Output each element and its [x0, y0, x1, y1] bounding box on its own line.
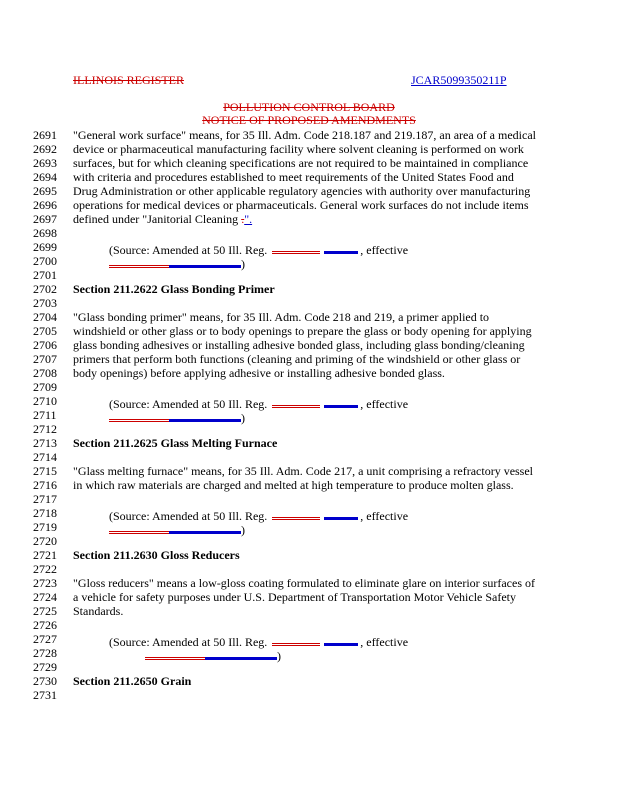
line-2726: [0, 618, 618, 632]
line-2694: [0, 170, 618, 184]
line-number: 2694: [33, 170, 57, 184]
line-2716: [0, 478, 618, 492]
line-2717: [0, 492, 618, 506]
line-number: 2727: [33, 632, 57, 646]
line-2709: [0, 380, 618, 394]
line-2719: [0, 520, 618, 537]
line-2711: [0, 408, 618, 425]
volume-blank: [272, 506, 320, 520]
line-2691: [0, 128, 618, 142]
date-blank: [169, 408, 241, 422]
source-effective: , effective: [360, 635, 409, 649]
line-text: Drug Administration or other applicable regulatory agencies with authority over manufacturing: [73, 184, 531, 198]
line-2699: [0, 240, 618, 257]
line-text: windshield or other glass or to body openings to prepare the glass or body opening for applying: [73, 324, 532, 338]
line-number: 2709: [33, 380, 57, 394]
line-2731: [0, 688, 618, 702]
line-number: 2715: [33, 464, 57, 478]
line-2706: [0, 338, 618, 352]
line-number: 2728: [33, 646, 57, 660]
line-text: surfaces, but for which cleaning specifications are not required to be maintained in compliance: [73, 156, 529, 170]
section-heading: Section 211.2625 Glass Melting Furnace: [73, 436, 278, 450]
line-number: 2718: [33, 506, 57, 520]
line-number: 2716: [33, 478, 57, 492]
date-blank-deleted: [145, 646, 205, 660]
line-2696: [0, 198, 618, 212]
line-2707: [0, 352, 618, 366]
source-text: (Source: Amended at 50 Ill. Reg.: [109, 243, 271, 257]
line-2720: [0, 534, 618, 548]
line-2698: [0, 226, 618, 240]
line-number: 2723: [33, 576, 57, 590]
line-number: 2710: [33, 394, 57, 408]
line-number: 2711: [33, 408, 57, 422]
line-number: 2730: [33, 674, 57, 688]
source-close: ): [241, 523, 245, 537]
line-number: 2729: [33, 660, 57, 674]
line-number: 2720: [33, 534, 57, 548]
inserted-text: ".: [244, 212, 253, 226]
line-text: with criteria and procedures established to meet requirements of the United States Food and: [73, 170, 514, 184]
line-2727: [0, 632, 618, 649]
line-2697: [0, 212, 618, 226]
line-number: 2722: [33, 562, 57, 576]
line-2729: [0, 660, 618, 674]
line-number: 2721: [33, 548, 57, 562]
line-2723: [0, 576, 618, 590]
volume-blank: [272, 632, 320, 646]
line-text-main: defined under "Janitorial Cleaning: [73, 212, 242, 226]
page-blank: [324, 240, 358, 254]
line-number: 2731: [33, 688, 57, 702]
line-number: 2699: [33, 240, 57, 254]
page-blank: [324, 394, 358, 408]
line-text: "Glass bonding primer" means, for 35 Ill. Adm. Code 218 and 219, a primer applied to: [73, 310, 490, 324]
line-2692: [0, 142, 618, 156]
line-number: 2698: [33, 226, 57, 240]
line-number: 2701: [33, 268, 57, 282]
line-number: 2692: [33, 142, 57, 156]
line-2725: [0, 604, 618, 618]
date-blank: [205, 646, 277, 660]
line-number: 2691: [33, 128, 57, 142]
line-number: 2712: [33, 422, 57, 436]
line-number: 2696: [33, 198, 57, 212]
line-number: 2713: [33, 436, 57, 450]
volume-blank: [272, 240, 320, 254]
line-text: device or pharmaceutical manufacturing facility where solvent cleaning is performed on work: [73, 142, 524, 156]
line-2695: [0, 184, 618, 198]
line-number: 2725: [33, 604, 57, 618]
line-2700: [0, 254, 618, 271]
source-text: (Source: Amended at 50 Ill. Reg.: [109, 635, 271, 649]
line-2704: [0, 310, 618, 324]
line-number: 2719: [33, 520, 57, 534]
line-number: 2700: [33, 254, 57, 268]
line-2724: [0, 590, 618, 604]
line-2728: [0, 646, 618, 663]
source-text: (Source: Amended at 50 Ill. Reg.: [109, 509, 271, 523]
line-text: primers that perform both functions (cleaning and priming of the windshield or other glass or: [73, 352, 521, 366]
volume-blank: [272, 394, 320, 408]
section-heading: Section 211.2622 Glass Bonding Primer: [73, 282, 275, 296]
page-blank: [324, 506, 358, 520]
line-text: in which raw materials are charged and melted at high temperature to produce molten glass.: [73, 478, 514, 492]
section-heading: Section 211.2650 Grain: [73, 674, 192, 688]
line-text: body openings) before applying adhesive or installing adhesive bonded glass.: [73, 366, 445, 380]
line-number: 2717: [33, 492, 57, 506]
line-text: glass bonding adhesives or installing adhesive bonded glass, including glass bonding/cleaning: [73, 338, 525, 352]
line-number: 2708: [33, 366, 57, 380]
line-2715: [0, 464, 618, 478]
notice-title: NOTICE OF PROPOSED AMENDMENTS: [202, 113, 416, 127]
line-2702: [0, 282, 618, 296]
source-text: (Source: Amended at 50 Ill. Reg.: [109, 397, 271, 411]
line-text: "Gloss reducers" means a low-gloss coating formulated to eliminate glare on interior surfaces of: [73, 576, 535, 590]
line-text: Standards.: [73, 604, 124, 618]
line-number: 2726: [33, 618, 57, 632]
line-number: 2714: [33, 450, 57, 464]
line-number: 2693: [33, 156, 57, 170]
line-2718: [0, 506, 618, 523]
source-effective: , effective: [360, 243, 409, 257]
line-2705: [0, 324, 618, 338]
line-2693: [0, 156, 618, 170]
jcar-code: JCAR5099350211P: [411, 73, 507, 87]
line-text: operations for medical devices or pharmaceuticals. General work surfaces do not include items: [73, 198, 529, 212]
date-blank-deleted: [109, 254, 169, 268]
register-header: ILLINOIS REGISTER: [73, 73, 184, 87]
line-2710: [0, 394, 618, 411]
line-number: 2707: [33, 352, 57, 366]
deleted-text: .: [241, 212, 245, 226]
line-2708: [0, 366, 618, 380]
line-text: "General work surface" means, for 35 Ill. Adm. Code 218.187 and 219.187, an area of a medical: [73, 128, 536, 142]
line-number: 2706: [33, 338, 57, 352]
line-number: 2697: [33, 212, 57, 226]
line-2712: [0, 422, 618, 436]
source-close: ): [241, 411, 245, 425]
line-text: [73, 212, 252, 226]
line-2713: [0, 436, 618, 450]
line-2721: [0, 548, 618, 562]
line-number: 2704: [33, 310, 57, 324]
page-blank: [324, 632, 358, 646]
source-effective: , effective: [360, 397, 409, 411]
line-2722: [0, 562, 618, 576]
source-close: ): [277, 649, 281, 663]
line-2714: [0, 450, 618, 464]
source-close: ): [241, 257, 245, 271]
line-number: 2703: [33, 296, 57, 310]
source-effective: , effective: [360, 509, 409, 523]
date-blank-deleted: [109, 408, 169, 422]
line-2703: [0, 296, 618, 310]
line-number: 2705: [33, 324, 57, 338]
line-2701: [0, 268, 618, 282]
section-heading: Section 211.2630 Gloss Reducers: [73, 548, 240, 562]
line-text: "Glass melting furnace" means, for 35 Ill. Adm. Code 217, a unit comprising a refractory vessel: [73, 464, 534, 478]
date-blank: [169, 520, 241, 534]
line-number: 2702: [33, 282, 57, 296]
line-number: 2724: [33, 590, 57, 604]
line-text: a vehicle for safety purposes under U.S. Department of Transportation Motor Vehicle Safety: [73, 590, 517, 604]
line-number: 2695: [33, 184, 57, 198]
agency-title: POLLUTION CONTROL BOARD: [223, 100, 395, 114]
line-2730: [0, 674, 618, 688]
date-blank: [169, 254, 241, 268]
date-blank-deleted: [109, 520, 169, 534]
